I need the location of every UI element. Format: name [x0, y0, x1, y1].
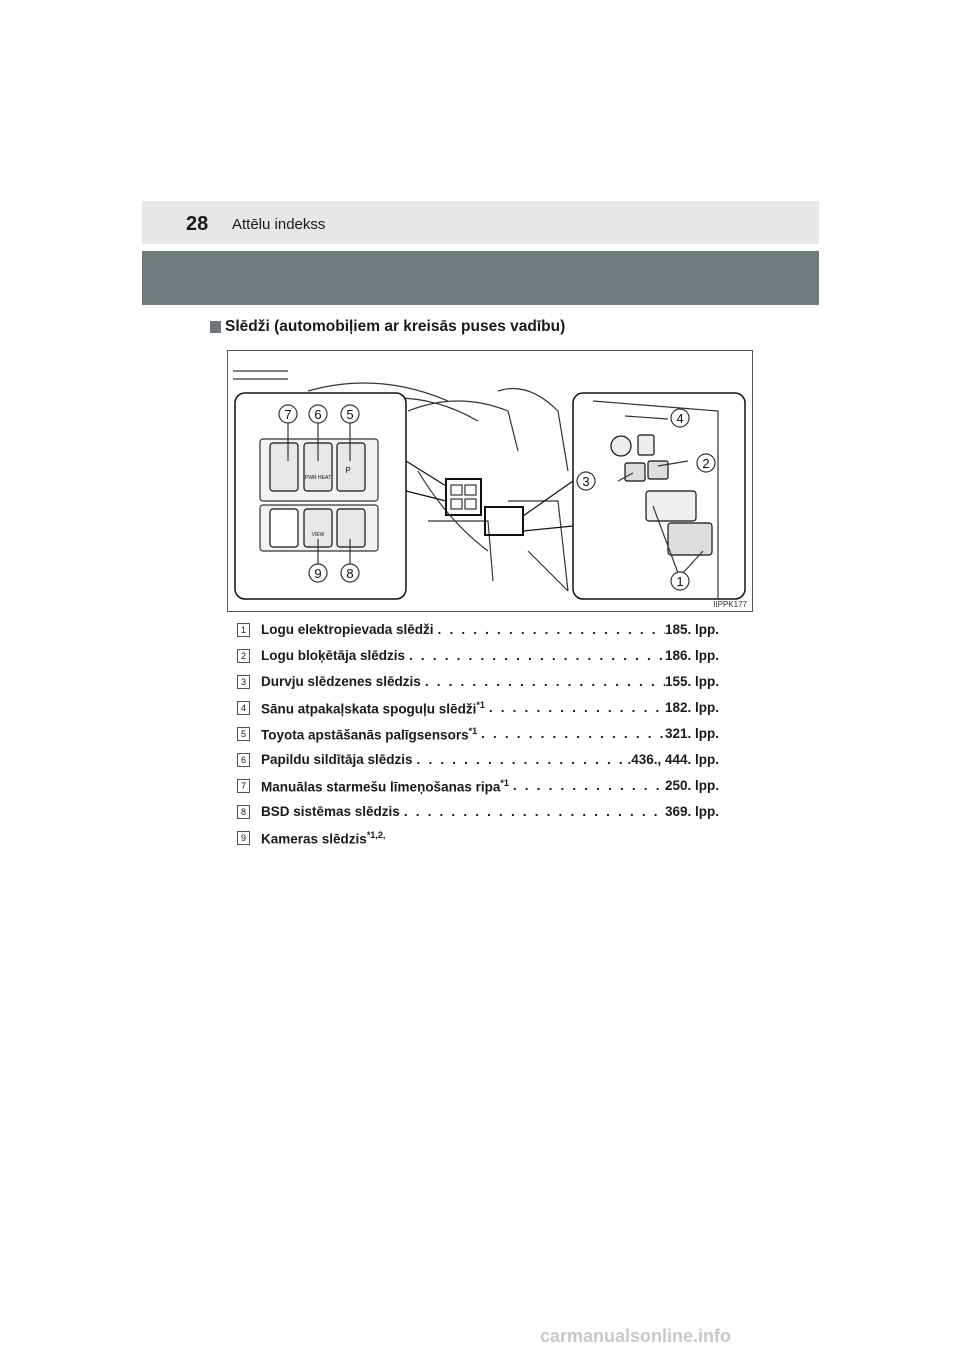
page-ref: 155. lpp. — [664, 674, 719, 689]
list-item: 7 Manuālas starmešu līmeņošanas ripa$^{*1}$ . . . 250. lpp. — [237, 778, 719, 804]
list-item: 2 Logu bloķētāja slēdzis . . . 186. lpp. — [237, 648, 719, 674]
pwr-heat-label: PWR HEAT — [304, 475, 332, 481]
figure-code: IIPPK177 — [713, 600, 747, 609]
page-ref: 185. lpp. — [664, 622, 719, 637]
section-bullet-icon — [210, 321, 221, 333]
header-band — [142, 251, 819, 305]
switch-figure — [227, 350, 753, 612]
callout-8: 8 — [346, 566, 354, 581]
page-ref: 369. lpp. — [664, 804, 719, 819]
callout-9: 9 — [314, 566, 322, 581]
callout-2: 2 — [702, 456, 710, 471]
page-ref: 250. lpp. — [664, 778, 719, 793]
section-title: Slēdži (automobiļiem ar kreisās puses vadību) — [225, 318, 566, 335]
list-item: 4 Sānu atpakaļskata spoguļu slēdži$^{*1}$ . . . 182. lpp. — [237, 700, 719, 726]
page-title: Attēlu indekss — [232, 216, 326, 233]
callout-1: 1 — [676, 574, 684, 589]
list-item: 1 Logu elektropievada slēdži . . . 185. lpp. — [237, 622, 719, 648]
callout-4: 4 — [676, 411, 684, 426]
callout-5: 5 — [346, 407, 354, 422]
page-ref: .436., 444. lpp. — [627, 752, 719, 767]
item-list — [237, 622, 719, 856]
p-label: P — [345, 466, 351, 475]
list-item: 5 Toyota apstāšanās palīgsensors$^{*1}$ . . . 321. lpp. — [237, 726, 719, 752]
page-ref: 186. lpp. — [664, 648, 719, 663]
callout-6: 6 — [314, 407, 322, 422]
page-ref: 321. lpp. — [664, 726, 719, 741]
page-header — [142, 201, 819, 244]
list-item: 8 BSD sistēmas slēdzis . . . 369. lpp. — [237, 804, 719, 830]
list-item: 9 Kameras slēdzis$^{*1,2,}$ — [237, 830, 719, 856]
dashboard-illustration — [228, 351, 752, 611]
list-item: 3 Durvju slēdzenes slēdzis . . . 155. lpp. — [237, 674, 719, 700]
page-number: 28 — [186, 213, 209, 235]
callout-3: 3 — [582, 474, 590, 489]
list-item: 6 Papildu sildītāja slēdzis . . . .436., 444. lpp. — [237, 752, 719, 778]
watermark: carmanualsonline.info — [540, 1326, 732, 1346]
page-ref: 182. lpp. — [664, 700, 719, 715]
view-label: VIEW — [311, 532, 325, 538]
section-heading — [210, 318, 565, 336]
callout-7: 7 — [284, 407, 292, 422]
